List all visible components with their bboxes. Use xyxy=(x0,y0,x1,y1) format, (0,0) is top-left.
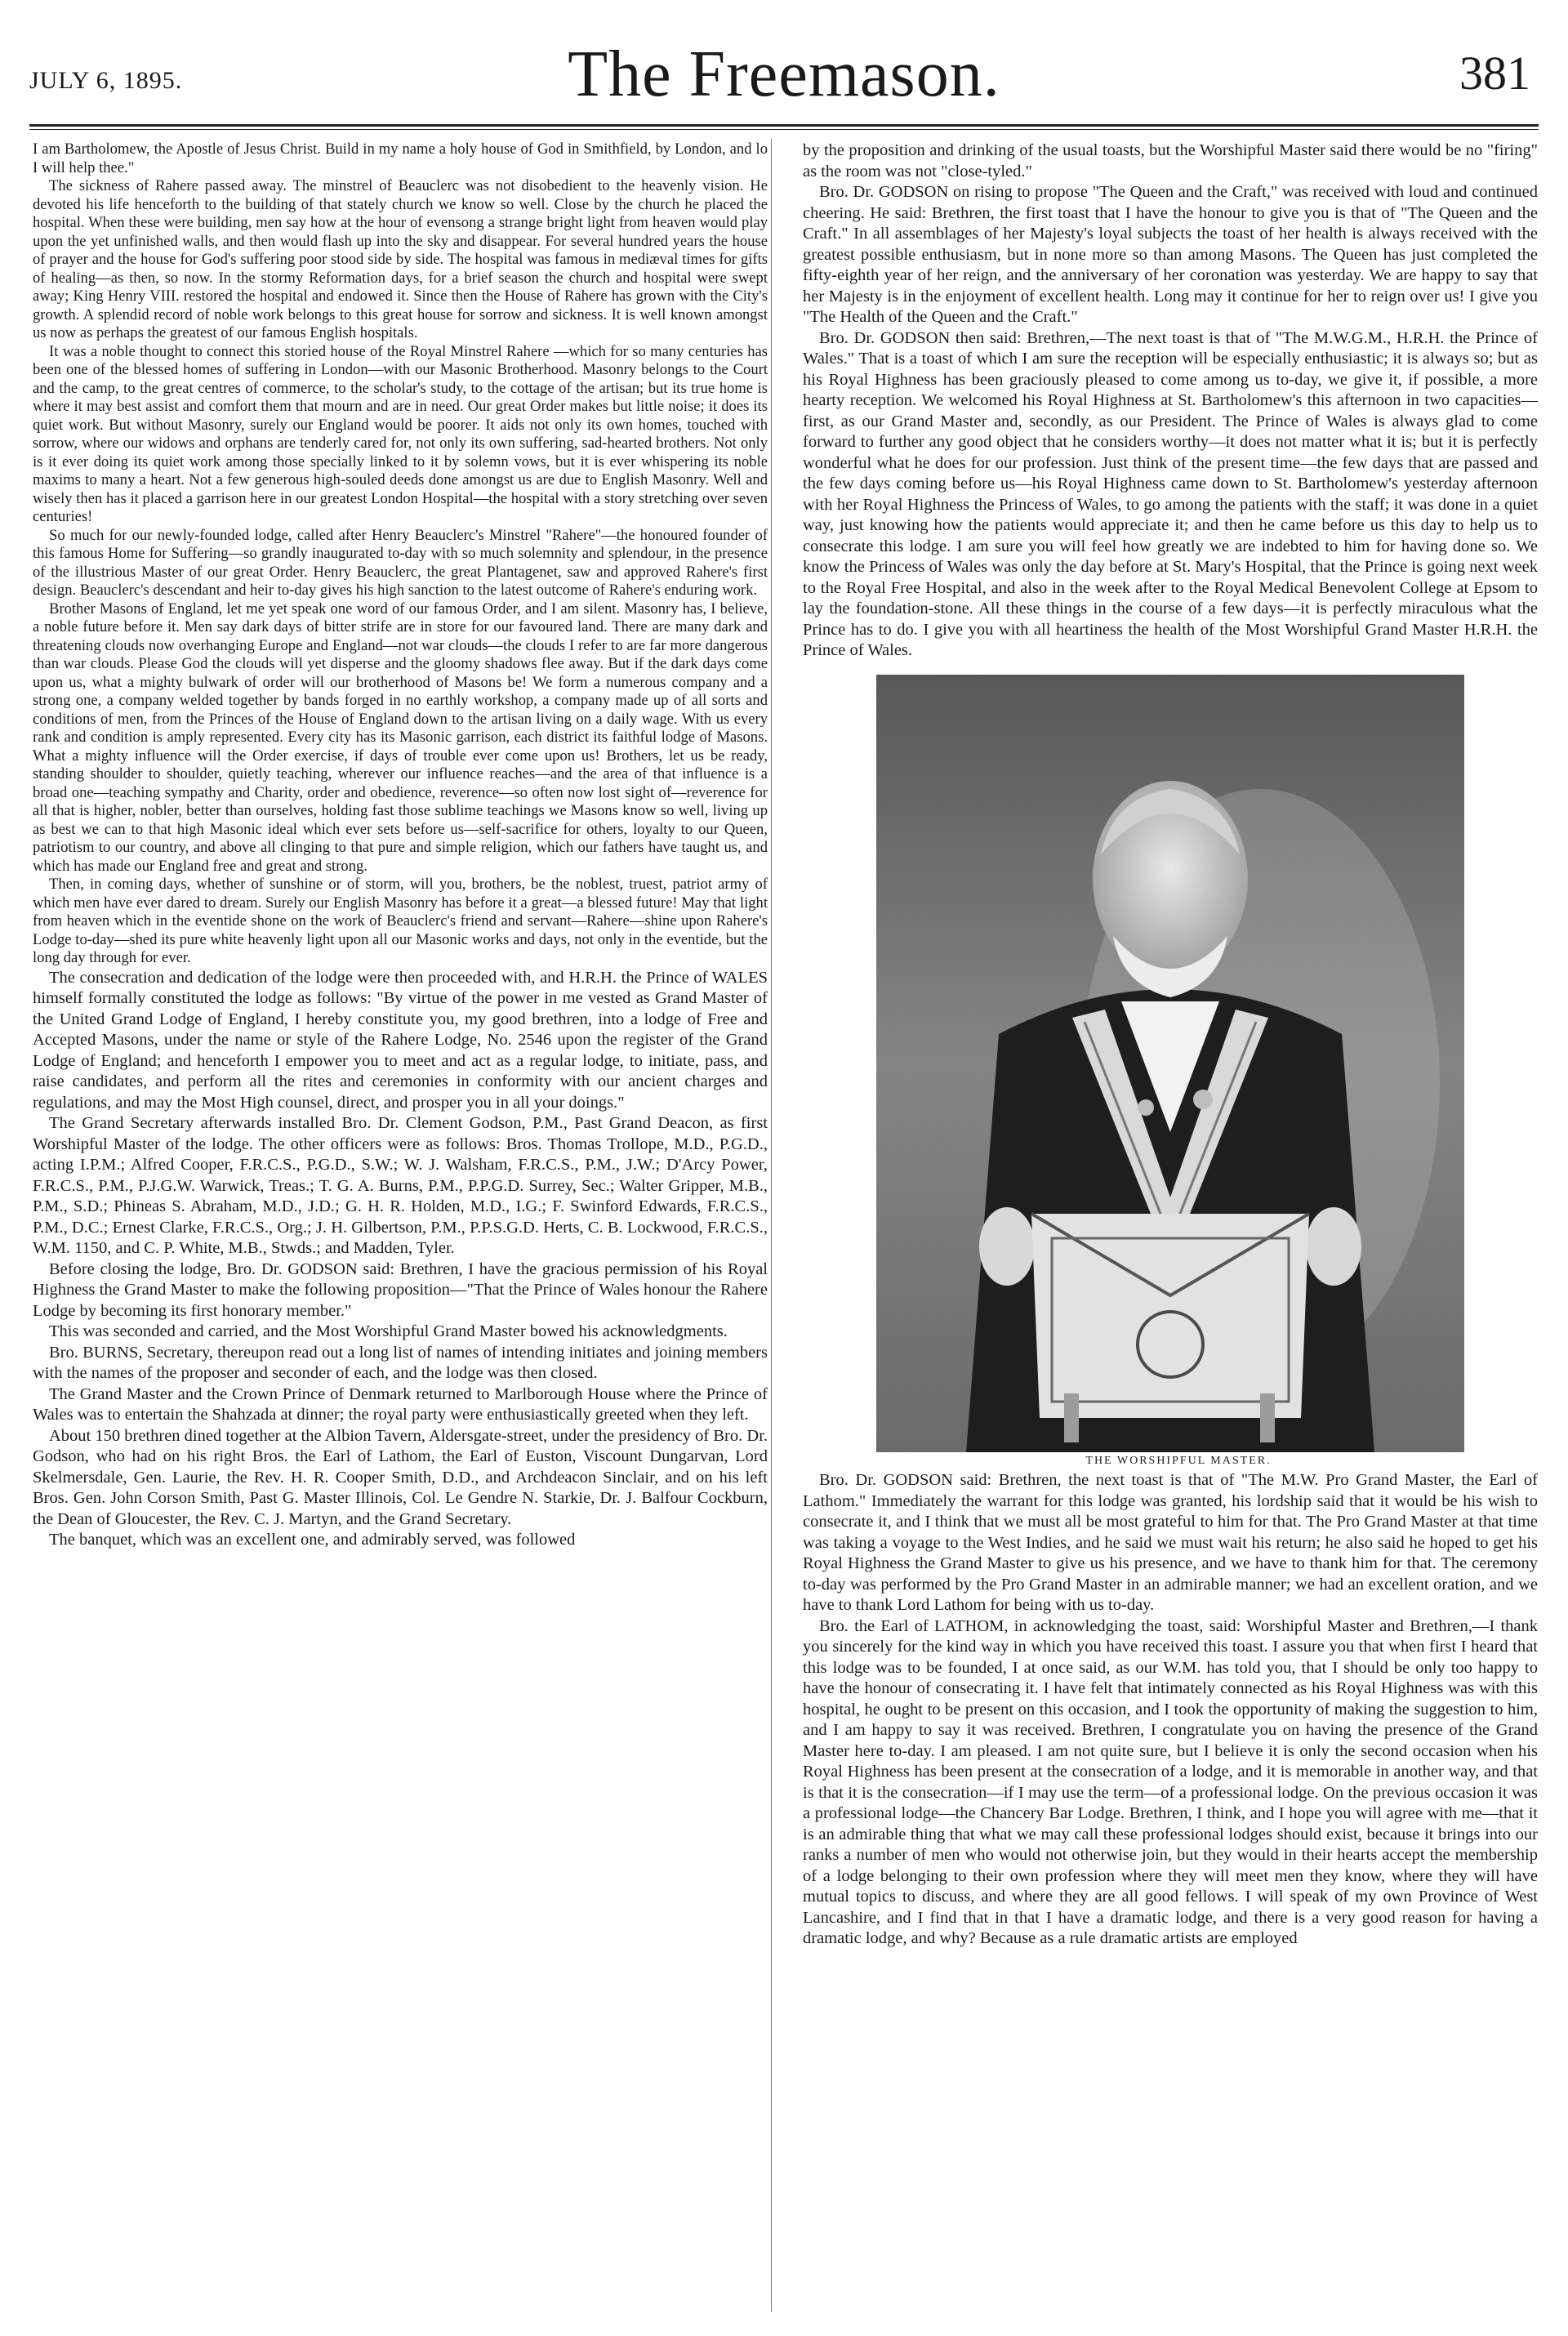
masthead xyxy=(29,33,1539,123)
paragraph: This was seconded and carried, and the Most Worshipful Grand Master bowed his acknowledgments. xyxy=(49,1322,728,1340)
paragraph: Bro. the Earl of LATHOM, in acknowledging the toast, said: Worshipful Master and Brethren,—I thank you sincerely for the kind way in which you have received this toast. I assure you that when first I heard that this lodge was to be founded, I at once said, as our W.M. has told you, that I should be only too happy to have the honour of consecrating it. I have felt that intimately connected as his Royal Highness was with this hospital, he ought to be present on this occasion, and I took the opportunity of making the suggestion to him, and I am happy to say it was received. Brethren, I congratulate you on having the presence of the Grand Master here to-day. I am pleased. I am not quite sure, but I believe it is only the second occasion when his Royal Highness has been present at the consecration of a lodge, and it is memorable in another way, and that is that it is the consecration—if I may use the term—of a professional lodge. On the previous occasion it was a professional lodge—the Chancery Bar Lodge. Brethren, I think, and I hope you will agree with me—that it is an admirable thing that what we may call these professional lodges should exist, because it brings into our ranks a number of men who would not otherwise join, but they would in their hearts accept the membership of a lodge belonging to their own profession where they will meet men they know, where they will have mutual topics to discuss, and where they are all good fellows. I will speak of my own Province of West Lancashire, and I find that in that I have a dramatic lodge, and there is a very good reason for having a dramatic lodge, and why? Because as a rule dramatic artists are employed xyxy=(803,1616,1538,1947)
header-rule-thin xyxy=(29,129,1539,130)
paragraph: Brother Masons of England, let me yet speak one word of our famous Order, and I am silent. Masonry has, I believe, a noble future before it. Men say dark days of bitter strife are in store for our favoured land. There are many dark and threatening clouds now overhanging Europe and England—not war clouds—the clouds I refer to are far more dangerous than war clouds. Please God the clouds will yet disperse and the gloomy shadows flee away. But if the dark days come upon us, what a mighty bulwark of order will our brotherhood of Masons be! We form a numerous company and a strong one, a company welded together by bands forged in no earthly workshop, a company made up of all sorts and conditions of men, from the Princes of the House of England down to the artisan living on a daily wage. With us every rank and condition is amply represented. Every city has its Masonic garrison, each district its faithful lodge of Masons. What a mighty influence will the Order exercise, if days of trouble ever come upon us! Brothers, let us be ready, standing shoulder to shoulder, quietly teaching, wherever our influence reaches—and the area of that influence is a broad one—teaching sympathy and Charity, order and obedience, reverence—so often now lost sight of—reverence for all that is higher, nobler, better than ourselves, holding fast those sublime teachings we Masons know so well, living up as best we can to that high Masonic ideal which ever sets before us—self-sacrifice for others, loyalty to our Queen, patriotism to our country, and above all clinging to that pure and simple religion, which our fathers have taught us, and which has made our England free and great and strong. xyxy=(33,600,768,875)
paragraph: Bro. Dr. GODSON said: Brethren, the next toast is that of "The M.W. Pro Grand Master, the Earl of Lathom." Immediately the warrant for this lodge was granted, his lordship said that it would be his wish to consecrate it, and I think that we must all be most grateful to him for that. The Pro Grand Master at that time was taking a voyage to the West Indies, and he said we must wait his return; he also said he hoped to get his Royal Highness the Grand Master to give us his presence, and we have to thank him for that. The ceremony to-day was performed by the Pro Grand Master in an admirable manner; we had an excellent oration, and we have to thank Lord Lathom for being with us to-day. xyxy=(803,1471,1538,1614)
newspaper-title: The Freemason. xyxy=(568,38,1000,110)
paragraph: Before closing the lodge, Bro. Dr. GODSON said: Brethren, I have the gracious permission of his Royal Highness the Grand Master to make the following proposition—"That the Prince of Wales honour the Rahere Lodge by becoming its first honorary member." xyxy=(33,1259,768,1320)
paragraph: Bro. BURNS, Secretary, thereupon read out a long list of names of intending initiates and joining members with the names of the proposer and seconder of each, and the lodge was then closed. xyxy=(33,1343,768,1382)
page-number: 381 xyxy=(1459,47,1530,100)
left-column xyxy=(33,140,768,1551)
paragraph: Then, in coming days, whether of sunshine or of storm, will you, brothers, be the noblest, truest, patriot army of which men have ever dared to dream. Surely our English Masonry has before it a great—a blessed future! May that light from heaven which in the eventide shone on the work of Beauclerc's friend and servant—Rahere—shine upon Rahere's Lodge to-day—shed its pure white heavenly light upon all our Masonic works and days, not only in the eventide, but the long day through for ever. xyxy=(33,876,768,966)
paragraph: The Grand Master and the Crown Prince of Denmark returned to Marlborough House where the Prince of Wales was to entertain the Shahzada at dinner; the royal party were enthusiastically greeted when they left. xyxy=(33,1384,768,1424)
paragraph: by the proposition and drinking of the usual toasts, but the Worshipful Master said there would be no "firing" as the room was not "close-tyled." xyxy=(803,141,1538,181)
column-divider xyxy=(771,139,772,2311)
paragraph: Bro. Dr. GODSON on rising to propose "The Queen and the Craft," was received with loud and continued cheering. He said: Brethren, the first toast that I have the honour to give you is that of "The Queen and the Craft." In all assemblages of her Majesty's loyal subjects the toast of her health is always received with the greatest possible enthusiasm, but in none more so than among Masons. The Queen has just completed the fifty-eighth year of her reign, and the anniversary of her coronation was yesterday. We are happy to say that her Majesty is in the enjoyment of excellent health. Long may it continue for her to reign over us! I give you "The Health of the Queen and the Craft." xyxy=(803,183,1538,326)
right-column xyxy=(803,140,1538,1950)
figure-caption: THE WORSHIPFUL MASTER. xyxy=(1085,1454,1272,1467)
paragraph: The Grand Secretary afterwards installed Bro. Dr. Clement Godson, P.M., Past Grand Deacon, as first Worshipful Master of the lodge. The other officers were as follows: Bros. Thomas Trollope, M.D., P.G.D., acting I.P.M.; Alfred Cooper, F.R.C.S., P.G.D., S.W.; W. J. Walsham, F.R.C.S., P.M., J.W.; D'Arcy Power, F.R.C.S., P.M., P.J.G.W. Warwick, Treas.; T. G. A. Burns, P.M., P.P.G.D. Surrey, Sec.; Walter Gripper, M.B., P.M., S.D.; Phineas S. Abraham, M.D., J.D.; G. H. R. Holden, M.D., I.G.; F. Swinford Edwards, F.R.C.S., P.M., D.C.; Ernest Clarke, F.R.C.S., Org.; J. H. Gilbertson, P.M., P.P.S.G.D. Herts, C. B. Lockwood, F.R.C.S., W.M. 1150, and C. P. White, M.B., Stwds.; and Madden, Tyler. xyxy=(33,1114,768,1257)
paragraph: The consecration and dedication of the lodge were then proceeded with, and H.R.H. the Prince of WALES himself formally constituted the lodge as follows: "By virtue of the power in me vested as Grand Master of the United Grand Lodge of England, I hereby constitute you, my good brethren, into a lodge of Free and Accepted Masons, under the name or style of the Rahere Lodge, No. 2546 upon the register of the Grand Lodge of England; and henceforth I empower you to meet and act as a regular lodge, to initiate, pass, and raise candidates, and perform all the rites and ceremonies in conformity with our ancient charges and regulations, and may the Most High counsel, direct, and prosper you in all your doings." xyxy=(33,968,768,1112)
paragraph: About 150 brethren dined together at the Albion Tavern, Aldersgate-street, under the presidency of Bro. Dr. Godson, who had on his right Bros. the Earl of Lathom, the Earl of Euston, Viscount Dungarvan, Lord Skelmersdale, Gen. Laurie, the Rev. H. R. Cooper Smith, D.D., and Archdeacon Sinclair, and on his left Bros. Gen. John Corson Smith, Past G. Master Illinois, Col. Le Gendre N. Starkie, Dr. J. Balfour Cockburn, the Dean of Gloucester, the Rev. C. J. Martyn, and the Grand Secretary. xyxy=(33,1426,768,1528)
portrait-engraving xyxy=(876,675,1464,1452)
paragraph: Bro. Dr. GODSON then said: Brethren,—The next toast is that of "The M.W.G.M., H.R.H. the Prince of Wales." That is a toast of which I am sure the reception will be especially enthusiastic; it is always so; but as his Royal Highness has been graciously pleased to come among us to-day, we give it, if possible, a more hearty reception. We welcomed his Royal Highness at St. Bartholomew's this afternoon in two capacities—first, as our Grand Master and, secondly, as our President. The Prince of Wales is always glad to come forward to further any good object that he considers worthy—it does not matter what it is; but it is perfectly wonderful what he does for our profession. Just think of the present time—the few days that are passed and the few days coming before us—his Royal Highness came down to St. Bartholomew's yesterday afternoon with her Royal Highness the Princess of Wales, to go among the patients with the staff; it was done in a quiet way, just knowing how the patients would appreciate it; and then he came before us this day to help us to consecrate this lodge. I am sure you will feel how greatly we are indebted to him for having done so. We know the Princess of Wales was only the day before at St. Mary's Hospital, that the Prince is going next week to the Royal Free Hospital, and also in the week after to the Royal Medical Benevolent College at Epsom to lay the foundation-stone. All these things in the course of a few days—it is perfectly miraculous what the Prince has to do. I give you with all heartiness the health of the Most Worshipful Grand Master H.R.H. the Prince of Wales. xyxy=(803,328,1538,659)
paragraph: So much for our newly-founded lodge, called after Henry Beauclerc's Minstrel "Rahere"—the honoured founder of this famous Home for Suffering—so grandly inaugurated to-day with so much solemnity and splendour, in the presence of the illustrious Master of our great Order. Henry Beauclerc, the great Plantagenet, saw and approved Rahere's first design. Beauclerc's descendant and heir to-day gives his high sanction to the latest outcome of Rahere's enduring work. xyxy=(33,526,768,599)
issue-date: JULY 6, 1895. xyxy=(29,67,183,94)
paragraph: It was a noble thought to connect this storied house of the Royal Minstrel Rahere —which for so many centuries has been one of the blessed homes of suffering in London—with our Masonic Brotherhood. Masonry belongs to the Court and the camp, to the great centres of commerce, to the scholar's study, to the cottage of the artisan; but its true home is where it may best assist and comfort them that mourn and are in need. Our great Order makes but little noise; it does its quiet work. But without Masonry, surely our England would be poorer. It aids not only its own homes, touched with sorrow, where our widows and orphans are tenderly cared for, not only its own suffering, sad-hearted brothers. Not only is it ever doing its quiet work among those specially linked to it by solemn vows, but it is ever whispering its noble maxims to many a heart. Not a few generous high-souled deeds done amongst us are due to English Masonry. Well and wisely then has it placed a garrison here in our greatest London Hospital—the hospital with a story stretching over seven centuries! xyxy=(33,342,768,525)
paragraph: I am Bartholomew, the Apostle of Jesus Christ. Build in my name a holy house of God in Smithfield, by London, and lo I will help thee." xyxy=(33,140,768,176)
paragraph: The sickness of Rahere passed away. The minstrel of Beauclerc was not disobedient to the heavenly vision. He devoted his life henceforth to the building of that stately church we know so well. Close by the church he placed the hospital. When these were building, men say how at the hour of evensong a strange bright light from heaven would play upon the yet unfinished walls, and then would flash up into the sky and disappear. For several hundred years the house of prayer and the house for God's suffering poor stood side by side. The hospital was famous in mediæval times for gifts of healing—as then, so now. In the stormy Reformation days, for a brief season the church and hospital were swept away; King Henry VIII. restored the hospital and endowed it. Since then the House of Rahere has grown with the City's growth. A splendid record of noble work belongs to this great house for sorrow and sickness. It is well known amongst us now as perhaps the greatest of our famous English hospitals. xyxy=(33,177,768,341)
paragraph: The banquet, which was an excellent one, and admirably served, was followed xyxy=(49,1531,576,1549)
portrait-image xyxy=(876,675,1464,1452)
header-rule xyxy=(29,124,1539,127)
